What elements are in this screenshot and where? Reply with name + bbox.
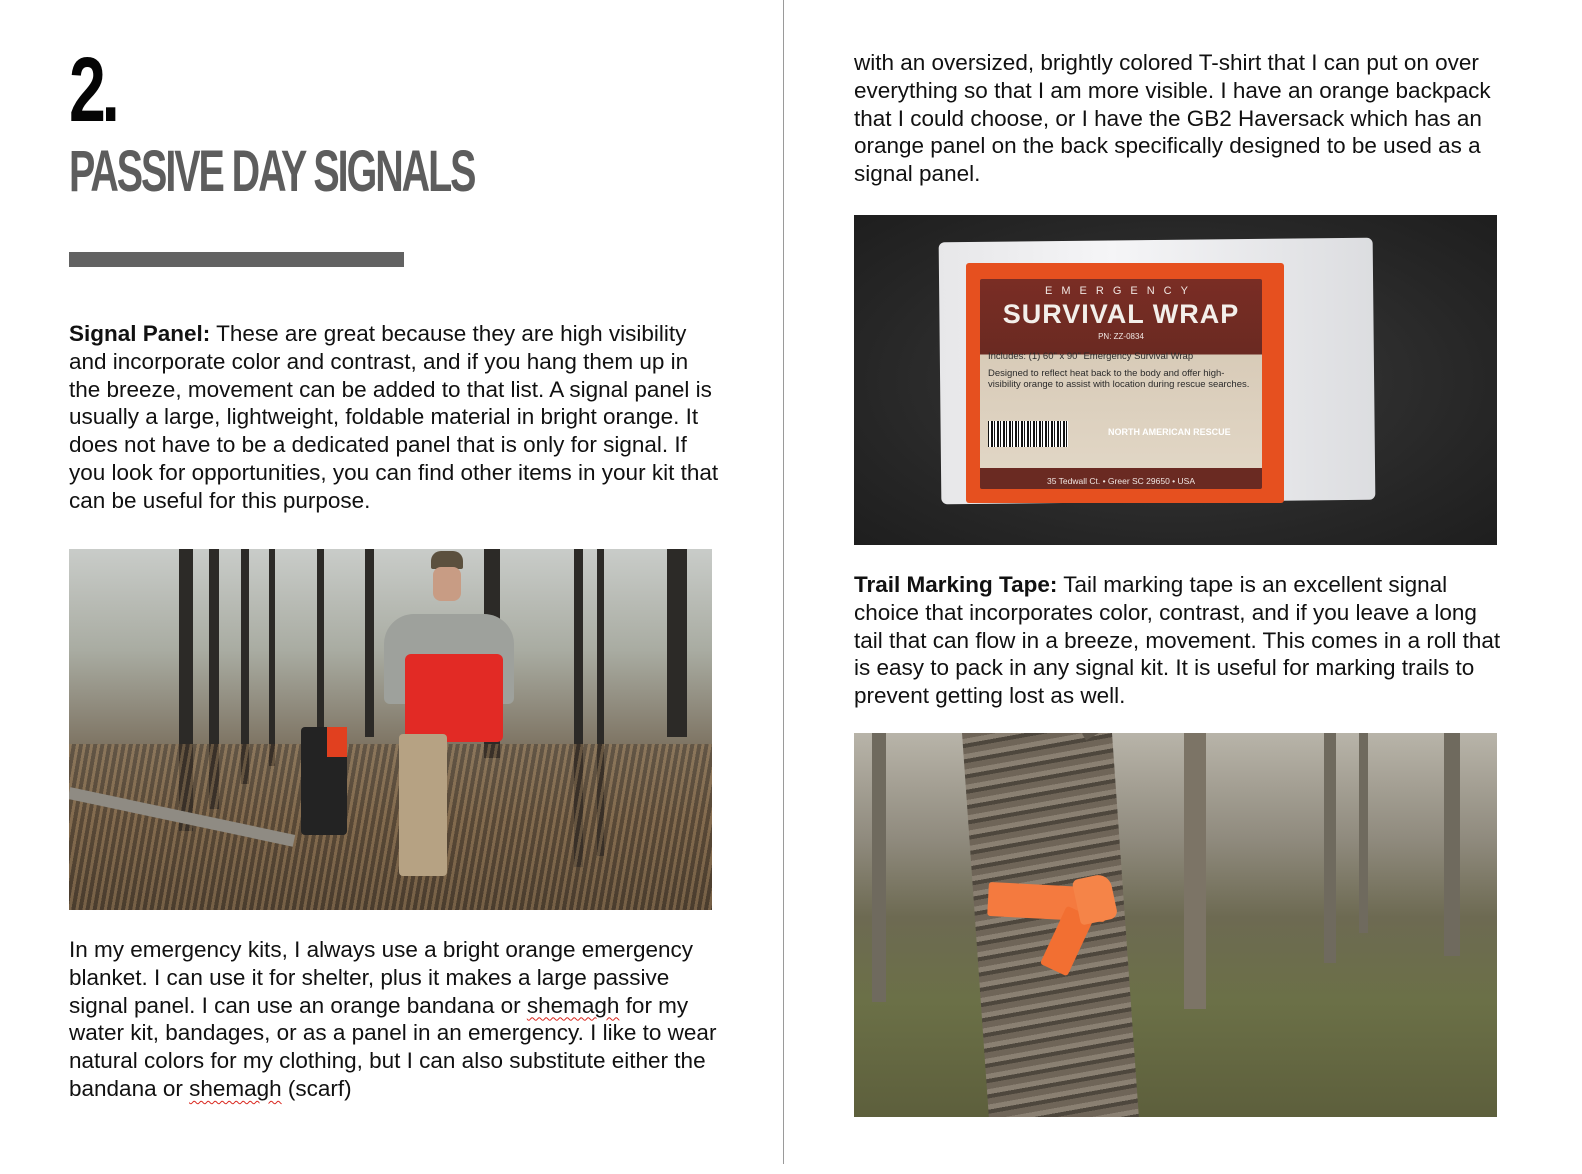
emergency-kits-part2: for my water kit, bandages, or as a panel in an emergency. I like to wear natural colors for my clothing, but I can also substitute either the bandana or bbox=[69, 992, 717, 1101]
wrap-label-designed: Designed to reflect heat back to the body and offer high-visibility orange to assist with location during rescue searches. bbox=[988, 368, 1250, 390]
wrap-label-company: NORTH AMERICAN RESCUE bbox=[1108, 427, 1231, 437]
wrap-label-big: SURVIVAL WRAP bbox=[1002, 299, 1240, 329]
continuation-paragraph: with an oversized, brightly colored T-shirt that I can put on over everything so that I am more visible. I have an orange backpack that I could choose, or I have the GB2 Haversack which has an orange panel on the back specifically designed to be used as a signal panel. bbox=[854, 50, 1491, 187]
trail-tape-body: Tail marking tape is an excellent signal choice that incorporates color, contrast, and if you leave a long tail that can flow in a breeze, movement. This comes in a roll that is easy to pack in any signal kit. It is useful for marking trails to prevent getting lost as well. bbox=[854, 572, 1501, 709]
trail-tape-heading: Trail Marking Tape: bbox=[854, 572, 1058, 597]
forest-signal-panel-photo bbox=[69, 549, 712, 910]
wrap-label-includes: Includes: (1) 60" x 90" Emergency Survival Wrap bbox=[988, 351, 1194, 362]
tree-trunk bbox=[962, 733, 1139, 1117]
wrap-label-pn: PN: ZZ-0834 bbox=[1098, 332, 1144, 341]
wrap-label-address: 35 Tedwall Ct. • Greer SC 29650 • USA bbox=[1046, 476, 1195, 486]
signal-panel-paragraph bbox=[69, 320, 719, 515]
chapter-number: 2. bbox=[69, 39, 116, 141]
emergency-kits-paragraph bbox=[69, 936, 719, 1103]
chapter-title: PASSIVE DAY SIGNALS bbox=[69, 139, 475, 204]
page-divider bbox=[783, 0, 784, 1164]
survival-wrap-package bbox=[966, 263, 1284, 503]
title-rule bbox=[69, 252, 404, 267]
signal-panel-heading: Signal Panel: bbox=[69, 321, 211, 346]
spellcheck-word-shemagh-1[interactable]: shemagh bbox=[526, 992, 620, 1018]
emergency-kits-part1: In my emergency kits, I always use a bright orange emergency blanket. I can use it for shelter, plus it makes a large passive signal panel. I can use an orange bandana or bbox=[69, 937, 694, 1018]
trail-tape-paragraph bbox=[854, 571, 1504, 710]
signal-panel-body: These are great because they are high visibility and incorporate color and contrast, and if you hang them up in the breeze, movement can be added to that list. A signal panel is usually a large, lightweight, foldable material in bright orange. It does not have to be a dedicated panel that is only for signal. If you look for opportunities, you can find other items in your kit that can be useful for this purpose. bbox=[69, 321, 719, 513]
emergency-kits-part3: (scarf) bbox=[281, 1075, 352, 1101]
trail-tape-photo bbox=[854, 733, 1497, 1117]
barcode-icon bbox=[988, 421, 1068, 447]
spellcheck-word-shemagh-2[interactable]: shemagh bbox=[189, 1075, 282, 1101]
survival-wrap-photo bbox=[854, 215, 1497, 545]
wrap-label-small: EMERGENCY bbox=[1045, 285, 1197, 297]
